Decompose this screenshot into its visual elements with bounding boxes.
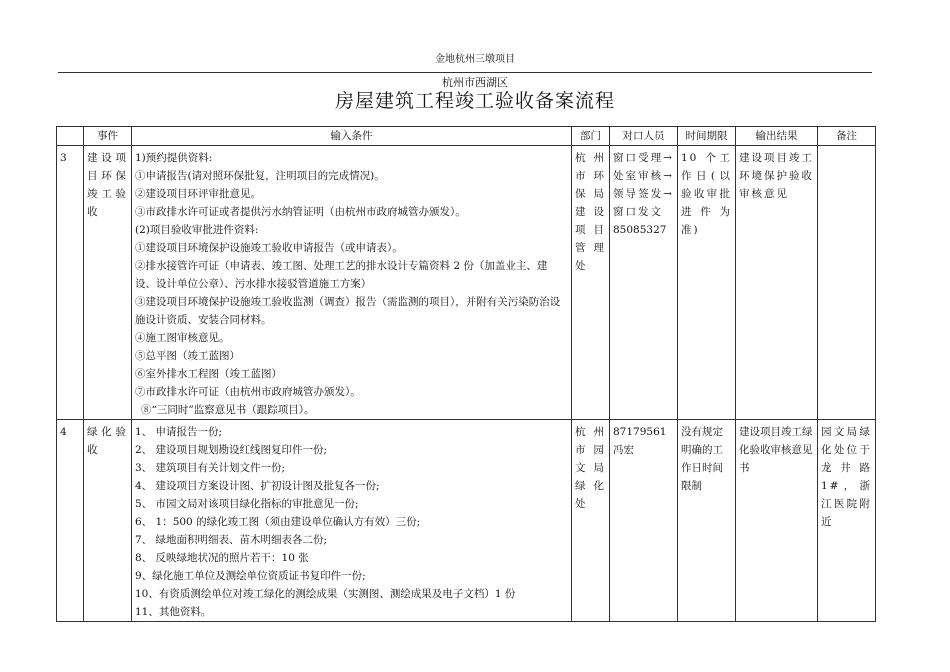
deadline-cell: 没有规定明确的工作日时间限制 (678, 420, 736, 622)
note-cell: 园文局绿化处位于龙井路 1#，浙江医院附近 (818, 420, 876, 622)
condition-line: (2)项目验收审批进件资料: (135, 224, 259, 236)
condition-line: 1)预约提供资料: (135, 152, 213, 164)
condition-line: 3、 建筑项目有关计划文件一份; (135, 462, 286, 474)
condition-line: ①申请报告(请对照环保批复，注明项目的完成情况)。 (135, 170, 385, 182)
table-row (57, 420, 876, 622)
deadline-cell: 10 个工作日(以验收审批进件为准) (678, 146, 736, 420)
condition-line: 7、 绿地面积明细表、苗木明细表各二份; (135, 534, 328, 546)
header-rule (58, 72, 872, 73)
header-output: 输出结果 (736, 127, 818, 146)
output-cell: 建设项目竣工绿化验收审核意见书 (736, 420, 818, 622)
event-cell: 绿化验收 (84, 420, 132, 622)
header-department: 部门 (572, 127, 610, 146)
contact-name: 冯宏 (613, 444, 634, 456)
table-row (57, 146, 876, 420)
header-conditions: 输入条件 (132, 127, 572, 146)
condition-line: ①建设项目环境保护设施竣工验收申请报告（或申请表）。 (135, 242, 403, 254)
event-cell: 建设项目环保竣工验收 (84, 146, 132, 420)
department-cell: 杭州市园文局绿化处 (572, 420, 610, 622)
note-cell (818, 146, 876, 420)
condition-line: 4、 建设项目方案设计图、扩初设计图及批复各一份; (135, 480, 380, 492)
header-contact: 对口人员 (610, 127, 678, 146)
contact-phone: 87179561 (613, 426, 667, 438)
condition-line: ②建设项目环评审批意见。 (135, 188, 261, 200)
condition-line: 2、 建设项目规划勘设红线图复印件一份; (135, 444, 328, 456)
row-number: 4 (57, 420, 84, 622)
condition-line: ③建设项目环境保护设施竣工验收监测（调查）报告（需监测的项目），并附有关污染防治设施设计资质、安装合同材料。 (135, 296, 561, 326)
condition-line: ④施工图审核意见。 (135, 332, 230, 344)
header-no (57, 127, 84, 146)
header-note: 备注 (818, 127, 876, 146)
condition-line: 6、 1：500 的绿化竣工图（须由建设单位确认方有效）三份; (135, 516, 421, 528)
district-label: 杭州市西湖区 (442, 76, 508, 89)
condition-line: 8、 反映绿地状况的照片若干：10 张 (135, 552, 309, 564)
condition-line: 10、有资质测绘单位对竣工绿化的测绘成果（实测图、测绘成果及电子文档）1 份 (135, 588, 516, 600)
condition-line: ⑤总平图（竣工蓝图） (135, 350, 240, 362)
department-cell: 杭州市环保局建设项目管理处 (572, 146, 610, 420)
condition-line: 9、绿化施工单位及测绘单位资质证书复印件一份; (135, 570, 366, 582)
contact-cell (610, 146, 678, 420)
header-event: 事件 (84, 127, 132, 146)
condition-line: ⑥室外排水工程图（竣工蓝图） (135, 368, 282, 380)
table-header-row (57, 127, 876, 146)
condition-line: ③市政排水许可证或者提供污水纳管证明（由杭州市政府城管办颁发）。 (135, 206, 466, 218)
page-header-project: 金地杭州三墩项目 (435, 54, 515, 65)
filing-process-table (56, 126, 876, 622)
condition-line: ⑧“三同时”监察意见书（跟踪项目）。 (141, 404, 315, 416)
conditions-cell (132, 420, 572, 622)
row-number: 3 (57, 146, 84, 420)
output-cell: 建设项目竣工环境保护验收审核意见 (736, 146, 818, 420)
conditions-cell (132, 146, 572, 420)
document-title: 房屋建筑工程竣工验收备案流程 (334, 90, 615, 112)
header-deadline: 时间期限 (678, 127, 736, 146)
condition-line: 1、 申请报告一份; (135, 426, 223, 438)
contact-phone: 85085327 (613, 224, 667, 236)
condition-line: ②排水接管许可证（申请表、竣工图、处理工艺的排水设计专篇资料 2 份（加盖业主、建设、设计单位公章）、污水排水接驳管道施工方案） (135, 260, 548, 290)
condition-line: ⑦市政排水许可证（由杭州市政府城管办颁发）。 (135, 386, 361, 398)
condition-line: 5、 市园文局对该项目绿化指标的审批意见一份; (135, 498, 359, 510)
condition-line: 11、其他资料。 (135, 606, 212, 618)
contact-process: 窗口受理→处室审核→领导签发→窗口发文 (613, 152, 674, 218)
contact-cell (610, 420, 678, 622)
